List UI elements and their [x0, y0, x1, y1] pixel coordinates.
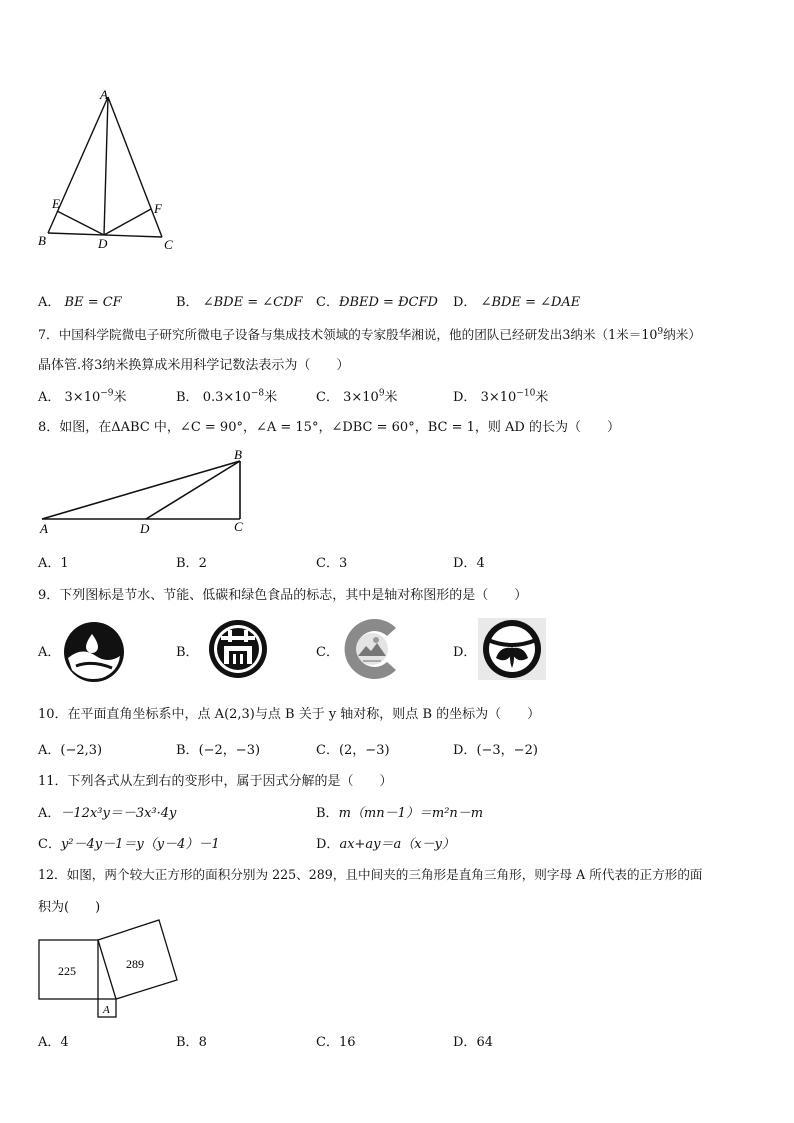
q9-option-b-letter[interactable]: B． [176, 645, 199, 660]
q11-option-a[interactable] [38, 802, 176, 821]
point-label-c: C [234, 519, 243, 534]
q8-option-c[interactable] [316, 552, 347, 571]
q9-option-a-letter[interactable]: A． [38, 645, 61, 660]
point-label-d: D [140, 521, 150, 536]
q6-option-c[interactable] [316, 291, 438, 310]
option-letter: D． [453, 556, 477, 571]
q8-stem: 8．如图，在ΔABC 中，∠C = 90°，∠A = 15°，∠DBC = 60°，BC = 1，则 AD 的长为（ ） [38, 420, 620, 435]
q10-stem: 10．在平面直角坐标系中，点 A(2,3)与点 B 关于 y 轴对称，则点 B 的坐标为（ ） [38, 707, 541, 722]
option-letter: A． [38, 556, 61, 571]
option-base: 3×10 [343, 390, 379, 405]
option-base: 3×10 [480, 390, 517, 405]
point-label-b: B [38, 233, 46, 248]
option-exponent: 9 [378, 388, 385, 399]
q8-option-a[interactable] [38, 552, 69, 571]
segment-de [57, 211, 104, 235]
option-letter: D． [316, 837, 340, 852]
point-label-b: B [234, 447, 242, 462]
q11-option-c[interactable] [38, 833, 220, 852]
q7-exponent: 9 [657, 326, 664, 337]
q7-stem-line2: 晶体管.将3纳米换算成米用科学记数法表示为（ ） [38, 358, 350, 373]
point-label-d: D [98, 236, 108, 251]
q7-option-d[interactable] [453, 386, 548, 405]
option-base: 3×10 [64, 390, 101, 405]
q7-text-end: 纳米） [663, 327, 701, 342]
q7-text: 7．中国科学院微电子研究所微电子设备与集成技术领域的专家殷华湘说，他的团队已经研发出3纳米（1米＝10 [38, 327, 658, 342]
option-text: y²－4y－1＝y（y－4）－1 [60, 837, 220, 852]
q12-option-b[interactable] [176, 1031, 207, 1050]
segment-ab [48, 97, 108, 233]
option-letter: B． [176, 1035, 199, 1050]
option-base: 0.3×10 [202, 390, 251, 405]
option-unit: 米 [264, 390, 278, 405]
option-text: (−3，−2) [476, 743, 538, 758]
point-label-a: A [100, 87, 108, 102]
q10-option-c[interactable] [316, 739, 390, 758]
option-text: 8 [198, 1035, 207, 1050]
figure-q8-triangle [36, 445, 256, 537]
option-text: ax+ay＝a（x－y） [339, 837, 455, 852]
option-letter: B． [176, 556, 199, 571]
energy-saving-logo-icon [207, 618, 269, 680]
figure-q12-squares [36, 918, 186, 1022]
square-label-a: A [103, 1004, 110, 1016]
water-saving-logo-icon [62, 620, 126, 684]
option-letter: A． [38, 390, 61, 405]
square-label-289: 289 [126, 957, 144, 971]
segment-ab [42, 461, 240, 519]
option-letter: A． [38, 295, 61, 310]
q12-option-d[interactable] [453, 1031, 493, 1050]
option-letter: A． [38, 743, 61, 758]
option-text: 64 [476, 1035, 493, 1050]
option-letter: D． [453, 743, 477, 758]
segment-ac [108, 97, 162, 237]
option-letter: B． [316, 806, 339, 821]
option-unit: 米 [113, 390, 127, 405]
option-text: (2，−3) [338, 743, 390, 758]
option-text: ∠BDE = ∠DAE [480, 295, 581, 310]
option-letter: B． [176, 295, 199, 310]
low-carbon-logo-icon [341, 616, 403, 682]
point-label-f: F [154, 201, 162, 216]
option-text: BE = CF [64, 295, 122, 310]
option-text: m（mn－1）＝m²n－m [338, 806, 484, 821]
q11-stem: 11．下列各式从左到右的变形中，属于因式分解的是（ ） [38, 774, 393, 789]
q6-option-a[interactable] [38, 291, 122, 310]
option-letter: C． [38, 837, 61, 852]
q11-option-b[interactable] [316, 802, 483, 821]
segment-df [104, 209, 151, 235]
option-unit: 米 [384, 390, 398, 405]
q9-option-c-letter[interactable]: C． [316, 645, 339, 660]
q7-option-b[interactable] [176, 386, 277, 405]
q12-stem-line2: 积为( ) [38, 900, 101, 915]
option-exponent: −9 [100, 388, 114, 399]
option-text: (−2，−3) [198, 743, 261, 758]
segment-bd [146, 461, 240, 519]
option-text: 16 [338, 1035, 356, 1050]
q10-option-b[interactable] [176, 739, 260, 758]
option-text: 4 [476, 556, 485, 571]
option-text: 3 [338, 556, 348, 571]
q6-option-b[interactable] [176, 291, 303, 310]
option-text: 1 [60, 556, 69, 571]
q8-option-b[interactable] [176, 552, 207, 571]
option-letter: B． [176, 743, 199, 758]
q6-option-d[interactable] [453, 291, 580, 310]
q9-stem: 9．下列图标是节水、节能、低碳和绿色食品的标志，其中是轴对称图形的是（ ） [38, 588, 528, 603]
option-letter: C． [316, 743, 339, 758]
option-letter: C． [316, 1035, 339, 1050]
q12-option-c[interactable] [316, 1031, 356, 1050]
figure-q6-triangle [30, 85, 190, 255]
option-letter: D． [453, 295, 477, 310]
option-letter: D． [453, 390, 477, 405]
option-text: 4 [60, 1035, 69, 1050]
point-label-a: A [40, 521, 48, 536]
option-letter: D． [453, 1035, 477, 1050]
q10-option-a[interactable] [38, 739, 102, 758]
option-letter: B． [176, 390, 199, 405]
q8-option-d[interactable] [453, 552, 485, 571]
option-text: (−2,3) [60, 743, 103, 758]
square-label-225: 225 [58, 964, 76, 978]
option-text: ∠BDE = ∠CDF [202, 295, 303, 310]
option-letter: C． [316, 390, 339, 405]
q7-option-c[interactable] [316, 386, 398, 405]
option-exponent: −10 [516, 388, 536, 399]
option-letter: A． [38, 806, 61, 821]
option-exponent: −8 [250, 388, 265, 399]
option-text: 2 [198, 556, 207, 571]
q10-option-d[interactable] [453, 739, 538, 758]
option-unit: 米 [535, 390, 549, 405]
option-letter: C． [316, 556, 339, 571]
option-text: ÐBED = ÐCFD [338, 295, 438, 310]
point-label-e: E [52, 196, 60, 211]
option-text: －12x³y＝－3x³·4y [60, 806, 177, 821]
q7-stem-line1 [38, 324, 701, 343]
point-label-c: C [164, 237, 173, 252]
segment-ad [104, 97, 108, 235]
option-letter: A． [38, 1035, 61, 1050]
q9-option-d-letter[interactable]: D． [453, 645, 477, 660]
q11-option-d[interactable] [316, 833, 455, 852]
q12-option-a[interactable] [38, 1031, 69, 1050]
green-food-logo-icon [478, 618, 546, 680]
q7-option-a[interactable] [38, 386, 127, 405]
option-letter: C． [316, 295, 339, 310]
q12-stem-line1: 12．如图，两个较大正方形的面积分别为 225、289，且中间夹的三角形是直角三角形，则字母 A 所代表的正方形的面 [38, 867, 703, 882]
